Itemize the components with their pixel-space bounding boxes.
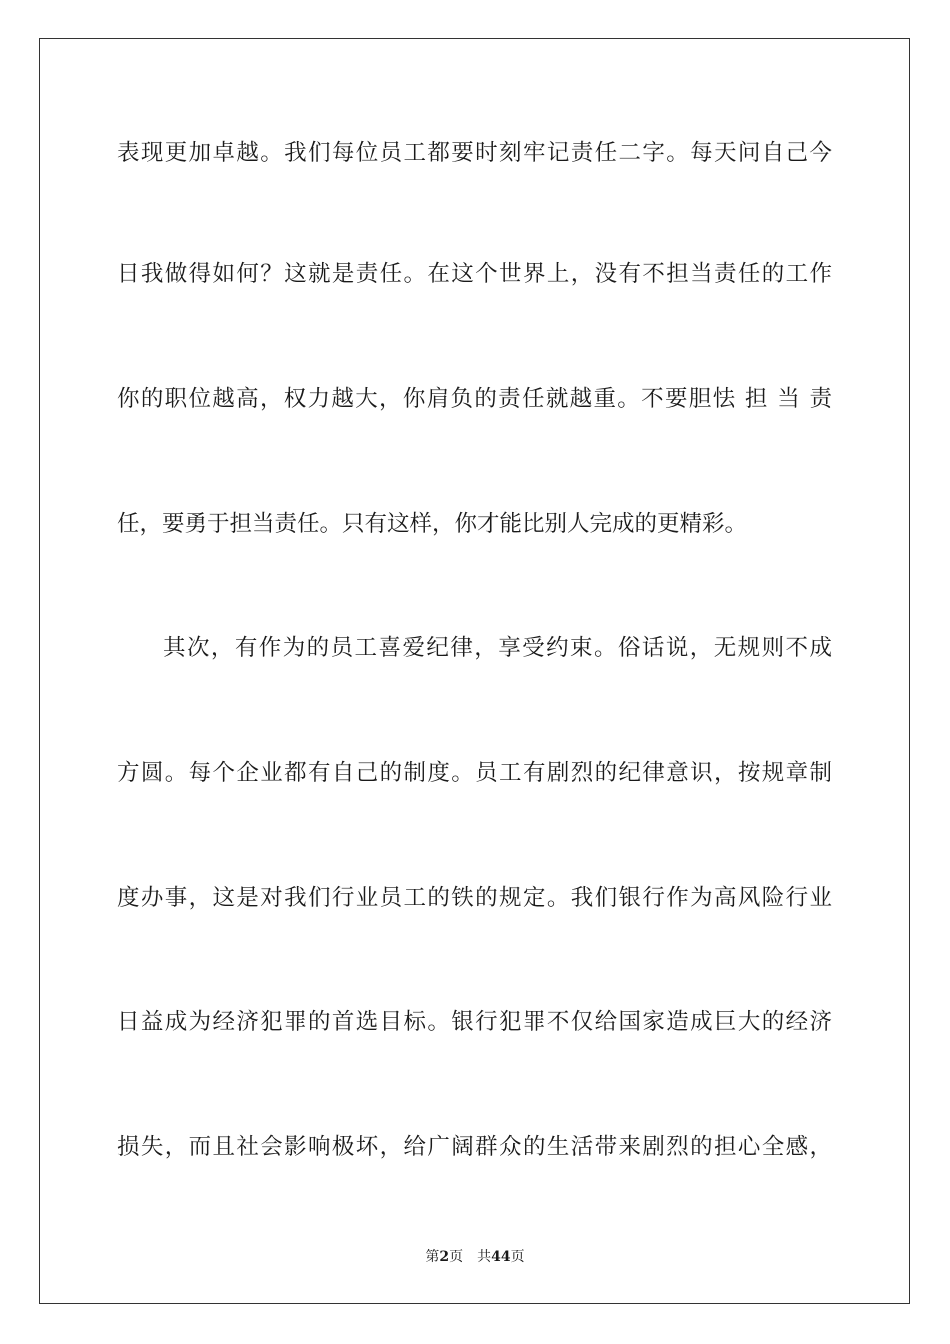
body-line-9: 损失，而且社会影响极坏，给广阔群众的生活带来剧烈的担心全感，	[117, 1134, 832, 1160]
footer-total-prefix: 共	[477, 1249, 492, 1265]
body-line-1: 表现更加卓越。我们每位员工都要时刻牢记责任二字。每天问自己今	[117, 140, 832, 166]
body-line-7: 度办事，这是对我们行业员工的铁的规定。我们银行作为高风险行业	[117, 885, 832, 911]
page-footer	[0, 1248, 950, 1266]
footer-total-pages: 44	[491, 1249, 511, 1265]
body-line-6: 方圆。每个企业都有自己的制度。员工有剧烈的纪律意识，按规章制	[117, 760, 832, 786]
body-line-3: 你的职位越高，权力越大，你肩负的责任就越重。不要胆怯 担 当 责	[117, 386, 832, 412]
body-line-4: 任，要勇于担当责任。只有这样，你才能比别人完成的更精彩。	[117, 511, 748, 537]
body-line-2: 日我做得如何？这就是责任。在这个世界上，没有不担当责任的工作	[117, 261, 832, 287]
page-border	[39, 38, 910, 1304]
footer-page-prefix: 第	[425, 1249, 440, 1265]
footer-total-suffix: 页	[510, 1249, 525, 1265]
body-line-5-paragraph-start: 其次，有作为的员工喜爱纪律，享受约束。俗话说，无规则不成	[163, 635, 832, 661]
footer-page-suffix: 页	[449, 1249, 464, 1265]
body-line-8: 日益成为经济犯罪的首选目标。银行犯罪不仅给国家造成巨大的经济	[117, 1009, 832, 1035]
footer-page-number: 2	[439, 1249, 450, 1265]
